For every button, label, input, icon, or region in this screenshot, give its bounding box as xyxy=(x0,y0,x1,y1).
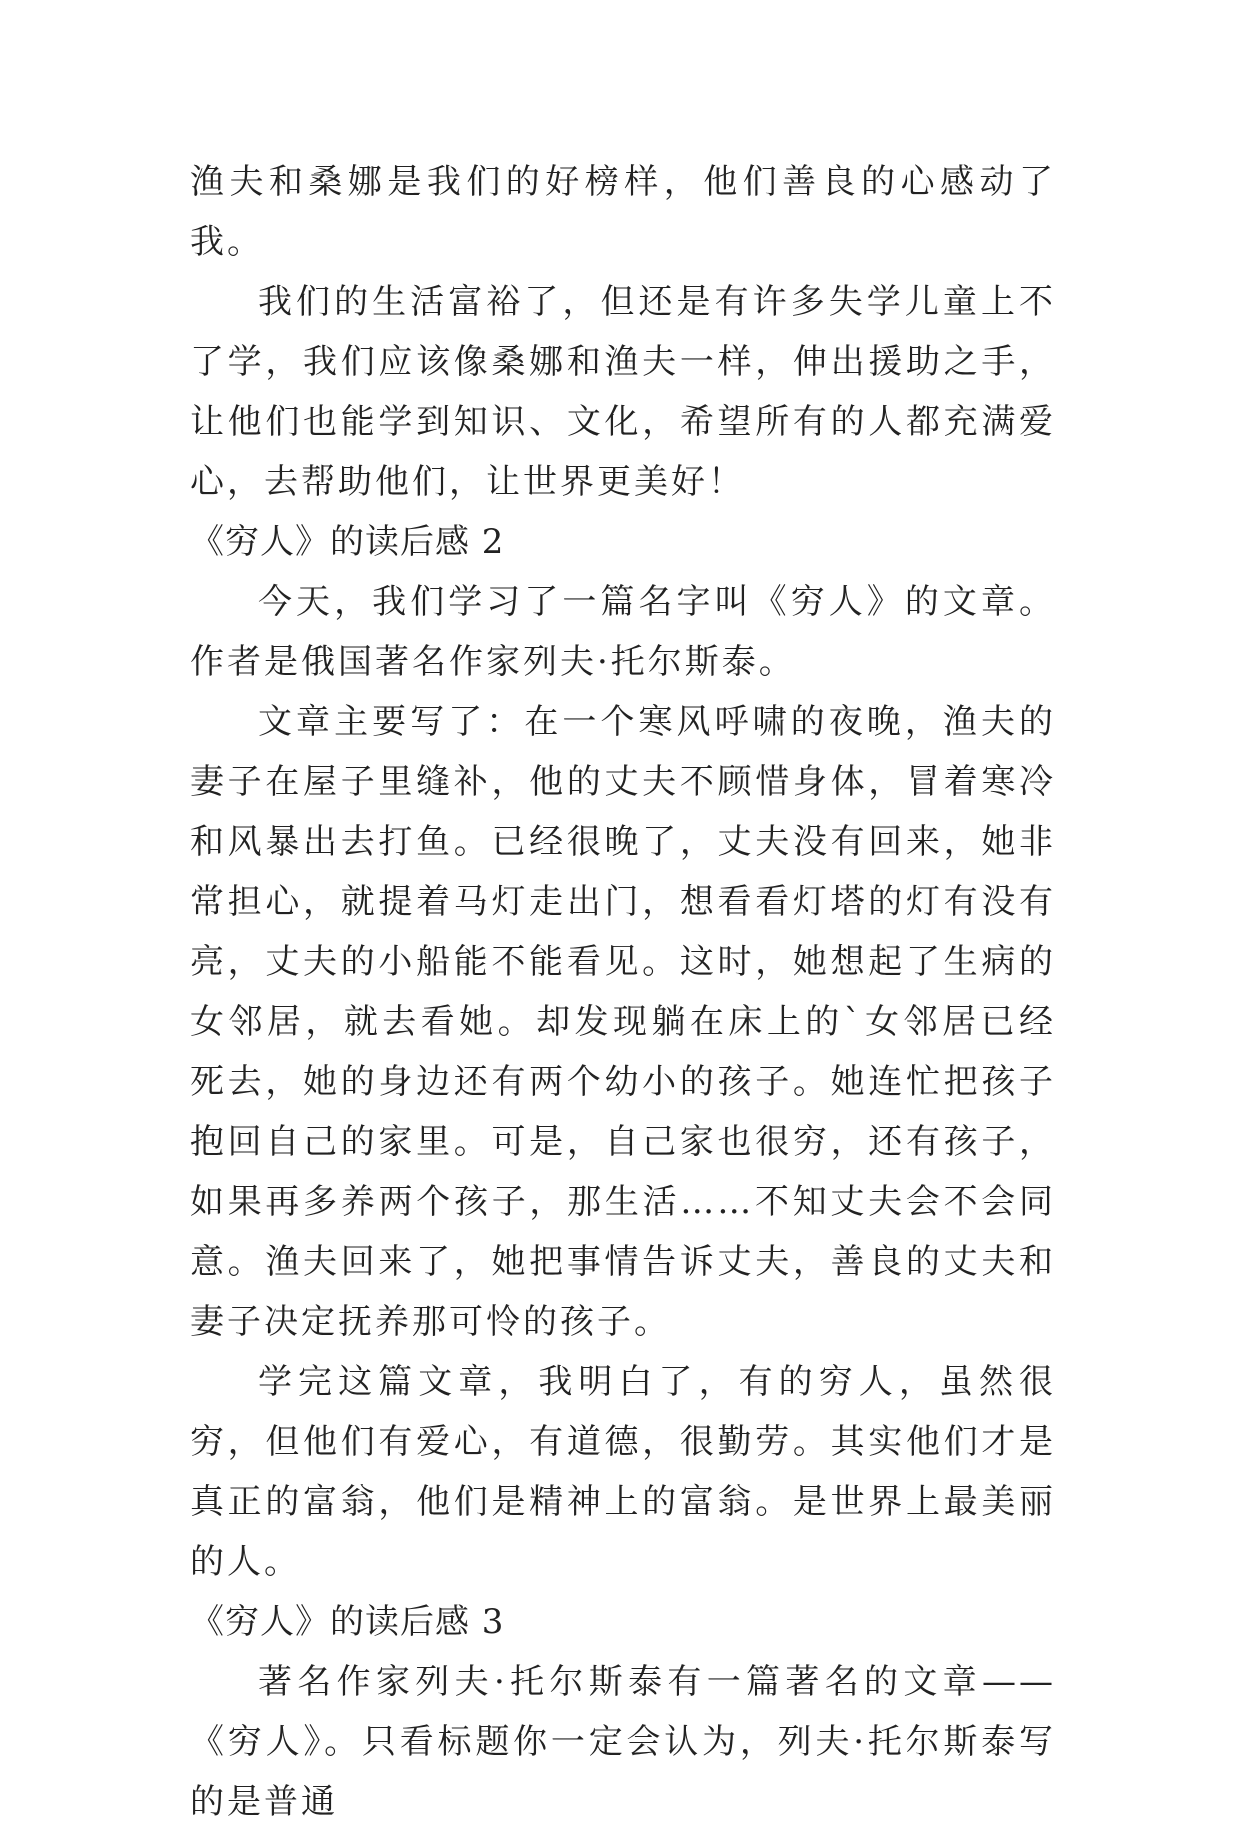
section-heading-2: 《穷人》的读后感 2 xyxy=(190,522,505,562)
document-body xyxy=(190,152,1056,1832)
paragraph-1: 渔夫和桑娜是我们的好榜样，他们善良的心感动了我。 xyxy=(190,162,1056,262)
paragraph-5: 学完这篇文章，我明白了，有的穷人，虽然很穷，但他们有爱心，有道德，很勤劳。其实他们才是真正的富翁，他们是精神上的富翁。是世界上最美丽的人。 xyxy=(190,1362,1056,1582)
section-heading-3: 《穷人》的读后感 3 xyxy=(190,1602,505,1642)
paragraph-2: 我们的生活富裕了，但还是有许多失学儿童上不了学，我们应该像桑娜和渔夫一样，伸出援助之手，让他们也能学到知识、文化，希望所有的人都充满爱心，去帮助他们，让世界更美好！ xyxy=(190,282,1056,502)
paragraph-6: 著名作家列夫·托尔斯泰有一篇著名的文章——《穷人》。只看标题你一定会认为，列夫·托尔斯泰写的是普通 xyxy=(190,1662,1056,1822)
paragraph-3: 今天，我们学习了一篇名字叫《穷人》的文章。作者是俄国著名作家列夫·托尔斯泰。 xyxy=(190,582,1056,682)
paragraph-4: 文章主要写了：在一个寒风呼啸的夜晚，渔夫的妻子在屋子里缝补，他的丈夫不顾惜身体，冒着寒冷和风暴出去打鱼。已经很晚了，丈夫没有回来，她非常担心，就提着马灯走出门，想看看灯塔的灯有没有亮，丈夫的小船能不能看见。这时，她想起了生病的女邻居，就去看她。却发现躺在床上的`女邻居已经死去，她的身边还有两个幼小的孩子。她连忙把孩子抱回自己的家里。可是，自己家也很穷，还有孩子，如果再多养两个孩子，那生活……不知丈夫会不会同意。渔夫回来了，她把事情告诉丈夫，善良的丈夫和妻子决定抚养那可怜的孩子。 xyxy=(190,702,1056,1342)
